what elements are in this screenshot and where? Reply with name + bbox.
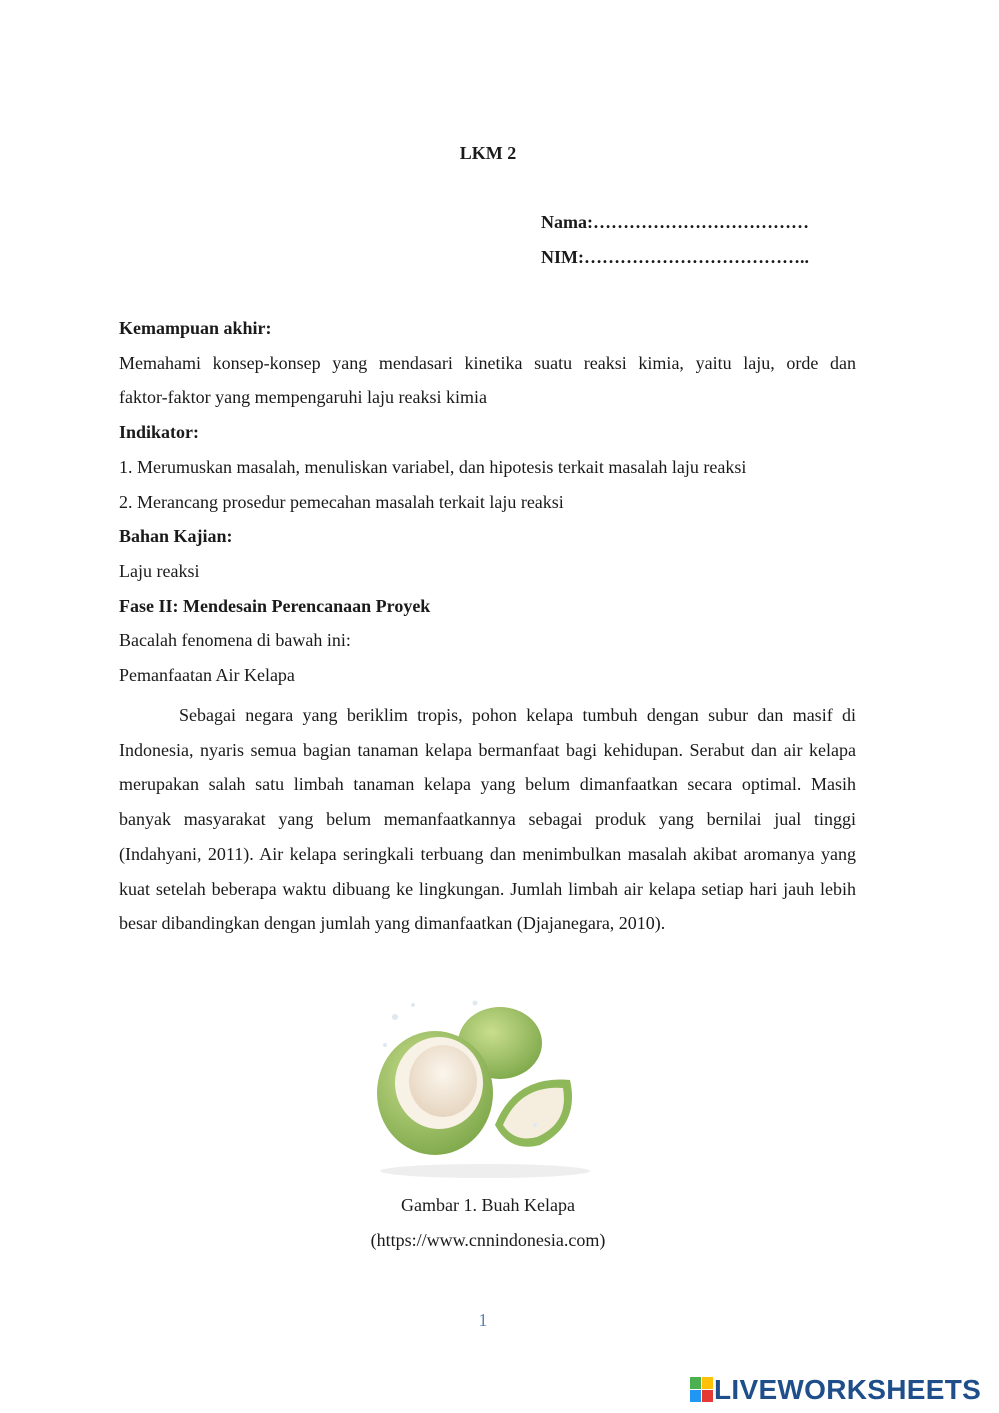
fase-heading: Fase II: Mendesain Perencanaan Proyek bbox=[119, 596, 431, 616]
coconut-illustration bbox=[355, 975, 615, 1185]
figure-caption: Gambar 1. Buah Kelapa bbox=[401, 1195, 575, 1215]
body-paragraph: Sebagai negara yang beriklim tropis, pohon kelapa tumbuh dengan subur dan masif di Indonesia, nyaris semua bagian tanaman kelapa bermanfaat bagi kehidupan. Serabut dan air kelapa merupakan salah satu limbah tanaman kelapa yang belum dimanfaatkan secara optimal. Masih banyak masyarakat yang belum memanfaatkannya sebagai produk yang bernilai jual tinggi (Indahyani, 2011). Air kelapa seringkali terbuang dan menimbulkan masalah akibat aromanya yang kuat setelah beberapa waktu dibuang ke lingkungan. Jumlah limbah air kelapa setiap hari jauh lebih besar dibandingkan dengan jumlah yang dimanfaatkan (Djajanegara, 2010). bbox=[119, 705, 856, 934]
figure-source: (https://www.cnnindonesia.com) bbox=[370, 1230, 606, 1250]
instruction-text: Bacalah fenomena di bawah ini: bbox=[119, 630, 351, 650]
liveworksheets-logo-icon bbox=[690, 1377, 714, 1403]
indikator-item-1: 1. Merumuskan masalah, menuliskan variabel, dan hipotesis terkait masalah laju reaksi bbox=[119, 457, 747, 477]
page-number: 1 bbox=[478, 1310, 488, 1330]
nim-field-label: NIM:……………………………….. bbox=[541, 247, 809, 267]
bahan-heading: Bahan Kajian: bbox=[119, 526, 233, 546]
liveworksheets-logo bbox=[690, 1373, 981, 1407]
kemampuan-text-line1: Memahami konsep-konsep yang mendasari kinetika suatu reaksi kimia, yaitu laju, orde dan bbox=[119, 353, 856, 373]
subtitle-text: Pemanfaatan Air Kelapa bbox=[119, 665, 295, 685]
indikator-heading: Indikator: bbox=[119, 422, 200, 442]
coconut-inner bbox=[409, 1045, 477, 1117]
bahan-text: Laju reaksi bbox=[119, 561, 200, 581]
kemampuan-heading: Kemampuan akhir: bbox=[119, 318, 272, 338]
kemampuan-text-line2: faktor-faktor yang mempengaruhi laju reaksi kimia bbox=[119, 387, 488, 407]
name-field-label: Nama:……………………………… bbox=[541, 212, 809, 232]
shadow bbox=[380, 1164, 590, 1178]
page-title: LKM 2 bbox=[459, 143, 517, 163]
indikator-item-2: 2. Merancang prosedur pemecahan masalah terkait laju reaksi bbox=[119, 492, 564, 512]
liveworksheets-brand-text: LIVEWORKSHEETS bbox=[714, 1374, 982, 1405]
coconut-image bbox=[355, 975, 615, 1185]
